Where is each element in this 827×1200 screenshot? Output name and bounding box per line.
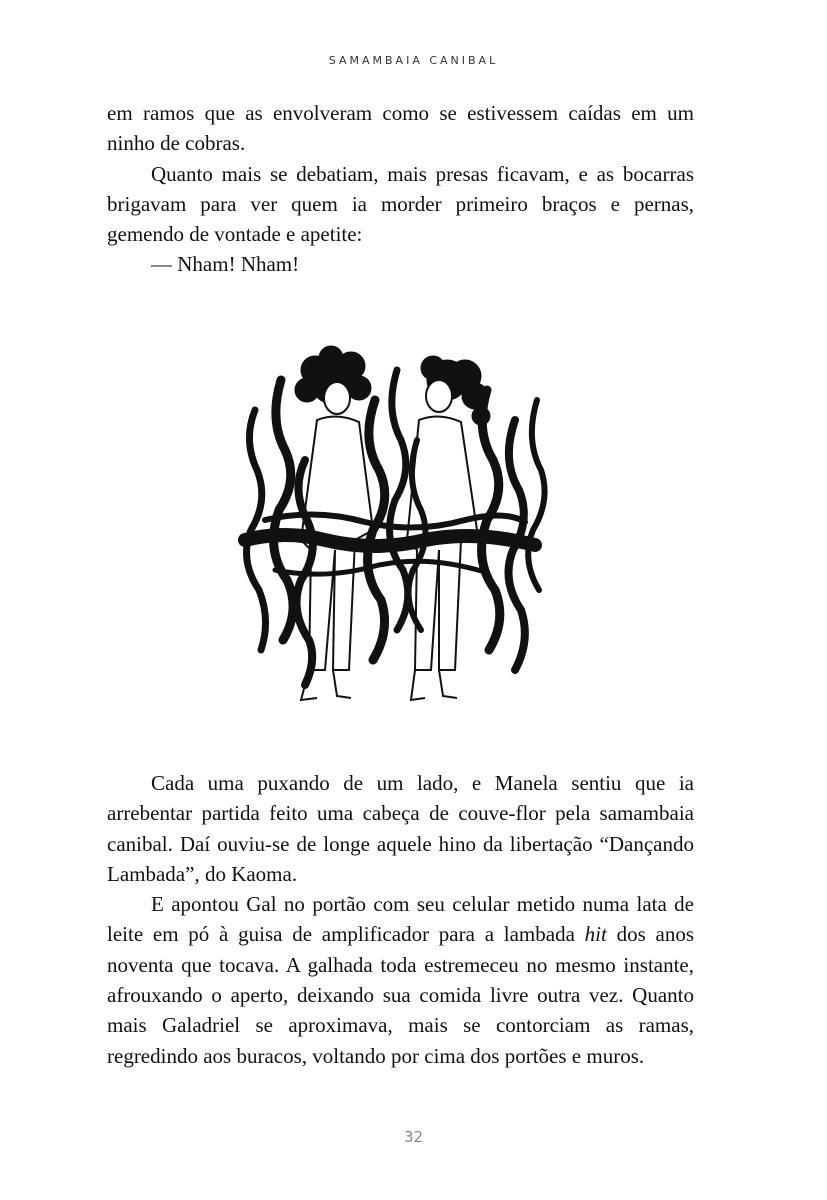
page-number: 32 [403, 1128, 424, 1146]
paragraph: Cada uma puxando de um lado, e Manela sentiu que ia arrebentar partida feito uma cabeça de couve-flor pela samambaia canibal. Daí ouviu-se de longe aquele hino da libertação “Dançando Lambada”, do Kaoma. [107, 771, 694, 886]
illustration-two-girls-in-fern [225, 340, 555, 725]
fern-tendrils [245, 370, 545, 685]
paragraph: Quanto mais se debatiam, mais presas ficavam, e as bocarras brigavam para ver quem ia morder primeiro braços e pernas, gemendo de vontade e apetite: [107, 161, 694, 247]
paragraph: em ramos que as envolveram como se estivessem caídas em um ninho de cobras. [107, 101, 694, 156]
text-run: dos anos noventa que tocava. A galhada toda estremeceu no mesmo instante, afrouxando o aperto, deixando sua comida livre outra vez. Quanto mais Galadriel se aproximava, mais se contorciam as ramas, regredindo aos buracos, voltando por cima dos portões e muros. [107, 922, 694, 1068]
text-block-top [107, 98, 694, 280]
dialogue-line: — Nham! Nham! [151, 252, 300, 277]
text-block-bottom [107, 768, 694, 1071]
figures [301, 416, 477, 700]
text-run: E apontou Gal no portão com seu celular metido numa lata de leite em pó à guisa de amplificador para a lambada [107, 892, 694, 947]
paragraph [107, 889, 694, 1071]
running-header: SAMAMBAIA CANIBAL [328, 54, 499, 67]
italic-word: hit [584, 922, 607, 947]
